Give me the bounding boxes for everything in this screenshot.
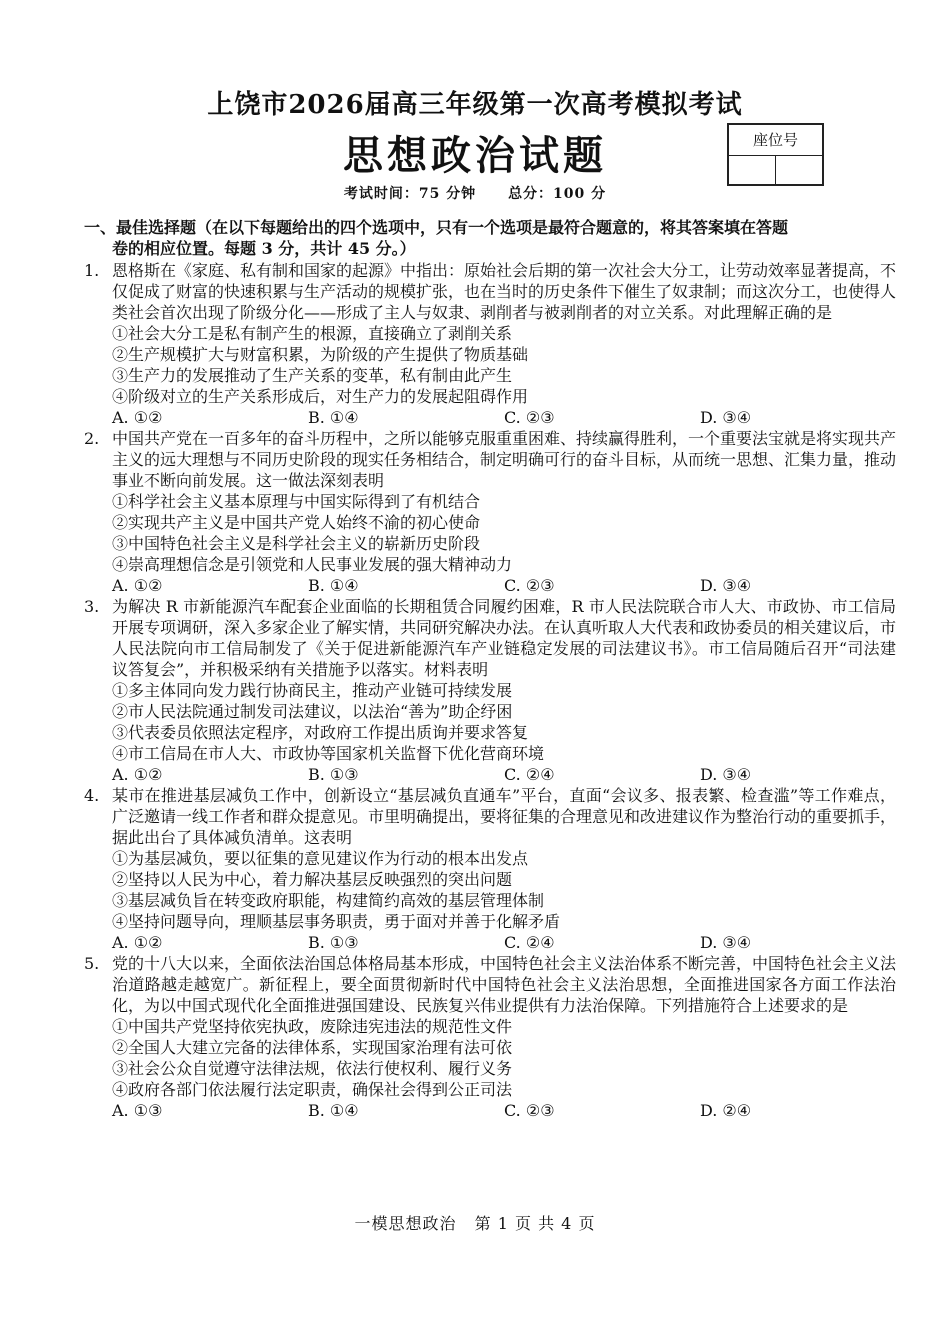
answer-choice: C. ②④: [504, 933, 555, 952]
answer-choice: D. ②④: [700, 1101, 752, 1120]
statement-option: ②市人民法院通过制发司法建议，以法治“善为”助企纾困: [112, 702, 513, 721]
answer-choice: D. ③④: [700, 408, 752, 427]
statement-option: ④政府各部门依法履行法定职责，确保社会得到公正司法: [112, 1080, 513, 1099]
section-title: [84, 217, 896, 259]
question-4: [84, 785, 896, 953]
answer-choice: B. ①④: [308, 408, 359, 427]
answer-choices: [84, 764, 896, 785]
question-stem: [84, 428, 896, 491]
section-title-line: 一、最佳选择题（在以下每题给出的四个选项中，只有一个选项是最符合题意的，将其答案填在答题: [84, 218, 789, 237]
seat-number-cell: [729, 156, 775, 185]
statement-option: ①多主体同向发力践行协商民主，推动产业链可持续发展: [112, 681, 513, 700]
question-2: [84, 428, 896, 596]
answer-choice: D. ③④: [700, 765, 752, 784]
answer-choices: [84, 1100, 896, 1121]
question-number: 2.: [84, 429, 100, 448]
question-text: 恩格斯在《家庭、私有制和国家的起源》中指出：原始社会后期的第一次社会大分工，让劳动效率显著提高，不仅促成了财富的快速积累与生产活动的规模扩张，也在当时的历史条件下催生了奴隶制；而这次分工，也使得人类社会首次出现了阶级分化——形成了主人与奴隶、剥削者与被剥削者的对立关系。对此理解正确的是: [112, 261, 897, 322]
exam-super-title: 上饶市2026届高三年级第一次高考模拟考试: [207, 90, 743, 120]
statement-option: ②全国人大建立完备的法律体系，实现国家治理有法可依: [112, 1038, 513, 1057]
answer-choice: B. ①③: [308, 765, 359, 784]
question-stem: [84, 953, 896, 1016]
question-list: [84, 260, 896, 1121]
statement-option: ③代表委员依照法定程序，对政府工作提出质询并要求答复: [112, 723, 529, 742]
exam-info: [0, 183, 950, 203]
statement-option: ②实现共产主义是中国共产党人始终不渝的初心使命: [112, 513, 481, 532]
seat-number-box: [727, 123, 824, 186]
statement-option: ①为基层减负，要以征集的意见建议作为行动的根本出发点: [112, 849, 529, 868]
section-title-line: 卷的相应位置。每题 3 分，共计 45 分。）: [112, 239, 416, 258]
page-title: 思想政治试题: [343, 132, 607, 179]
question-stem: [84, 785, 896, 848]
statement-option: ②坚持以人民为中心，着力解决基层反映强烈的突出问题: [112, 870, 513, 889]
answer-choice: B. ①④: [308, 1101, 359, 1120]
exam-time: 考试时间：75 分钟: [343, 186, 477, 202]
statement-option: ④坚持问题导向，理顺基层事务职责，勇于面对并善于化解矛盾: [112, 912, 561, 931]
seat-number-cells: [729, 156, 822, 185]
answer-choice: C. ②④: [504, 765, 555, 784]
statement-option: ④崇高理想信念是引领党和人民事业发展的强大精神动力: [112, 555, 513, 574]
seat-number-cell: [775, 156, 822, 185]
seat-number-label: 座位号: [729, 125, 822, 156]
statement-option: ③中国特色社会主义是科学社会主义的崭新历史阶段: [112, 534, 481, 553]
answer-choice: A. ①③: [112, 1101, 163, 1120]
answer-choice: A. ①②: [112, 408, 163, 427]
answer-choice: C. ②③: [504, 576, 555, 595]
answer-choice: C. ②③: [504, 1101, 555, 1120]
answer-choice: D. ③④: [700, 933, 752, 952]
statement-option: ④阶级对立的生产关系形成后，对生产力的发展起阻碍作用: [112, 387, 529, 406]
statement-option: ①中国共产党坚持依宪执政，废除违宪违法的规范性文件: [112, 1017, 513, 1036]
question-number: 5.: [84, 954, 100, 973]
question-text: 党的十八大以来，全面依法治国总体格局基本形成，中国特色社会主义法治体系不断完善，中国特色社会主义法治道路越走越宽广。新征程上，要全面贯彻新时代中国特色社会主义法治思想，全面推进国家各方面工作法治化，为以中国式现代化全面推进强国建设、民族复兴伟业提供有力法治保障。下列措施符合上述要求的是: [112, 954, 897, 1015]
statement-option: ③社会公众自觉遵守法律法规，依法行使权利、履行义务: [112, 1059, 513, 1078]
answer-choice: B. ①④: [308, 576, 359, 595]
answer-choice: C. ②③: [504, 408, 555, 427]
page-footer: [0, 1211, 950, 1234]
question-stem: [84, 260, 896, 323]
question-number: 4.: [84, 786, 100, 805]
answer-choices: [84, 932, 896, 953]
total-score: 总分：100 分: [508, 186, 607, 202]
question-number: 1.: [84, 261, 100, 280]
statement-option: ④市工信局在市人大、市政协等国家机关监督下优化营商环境: [112, 744, 545, 763]
statement-option: ②生产规模扩大与财富积累，为阶级的产生提供了物质基础: [112, 345, 529, 364]
statement-option: ③生产力的发展推动了生产关系的变革，私有制由此产生: [112, 366, 513, 385]
answer-choices: [84, 575, 896, 596]
footer-page-info: 第 1 页 共 4 页: [474, 1214, 596, 1233]
question-text: 为解决 R 市新能源汽车配套企业面临的长期租赁合同履约困难，R 市人民法院联合市人大、市政协、市工信局开展专项调研，深入多家企业了解实情，共同研究解决办法。在认真听取人大代表和政协委员的相关建议后，市人民法院向市工信局制发了《关于促进新能源汽车产业链稳定发展的司法建议书》。市工信局随后召开“司法建议答复会”，并积极采纳有关措施予以落实。材料表明: [112, 597, 897, 679]
answer-choice: A. ①②: [112, 765, 163, 784]
question-5: [84, 953, 896, 1121]
answer-choice: B. ①③: [308, 933, 359, 952]
question-text: 中国共产党在一百多年的奋斗历程中，之所以能够克服重重困难、持续赢得胜利，一个重要法宝就是将实现共产主义的远大理想与不同历史阶段的现实任务相结合，制定明确可行的奋斗目标，从而统一思想、汇集力量，推动事业不断向前发展。这一做法深刻表明: [112, 429, 897, 490]
question-1: [84, 260, 896, 428]
statement-option: ①科学社会主义基本原理与中国实际得到了有机结合: [112, 492, 481, 511]
answer-choices: [84, 407, 896, 428]
question-stem: [84, 596, 896, 680]
question-number: 3.: [84, 597, 100, 616]
answer-choice: D. ③④: [700, 576, 752, 595]
exam-content: [84, 217, 896, 1121]
answer-choice: A. ①②: [112, 933, 163, 952]
footer-subject: 一模思想政治: [354, 1214, 457, 1233]
answer-choice: A. ①②: [112, 576, 163, 595]
statement-option: ③基层减负旨在转变政府职能，构建简约高效的基层管理体制: [112, 891, 545, 910]
question-3: [84, 596, 896, 785]
statement-option: ①社会大分工是私有制产生的根源，直接确立了剥削关系: [112, 324, 513, 343]
question-text: 某市在推进基层减负工作中，创新设立“基层减负直通车”平台，直面“会议多、报表繁、检查滥”等工作难点，广泛邀请一线工作者和群众提意见。市里明确提出，要将征集的合理意见和改进建议作为整治行动的重要抓手，据此出台了具体减负清单。这表明: [112, 786, 897, 847]
